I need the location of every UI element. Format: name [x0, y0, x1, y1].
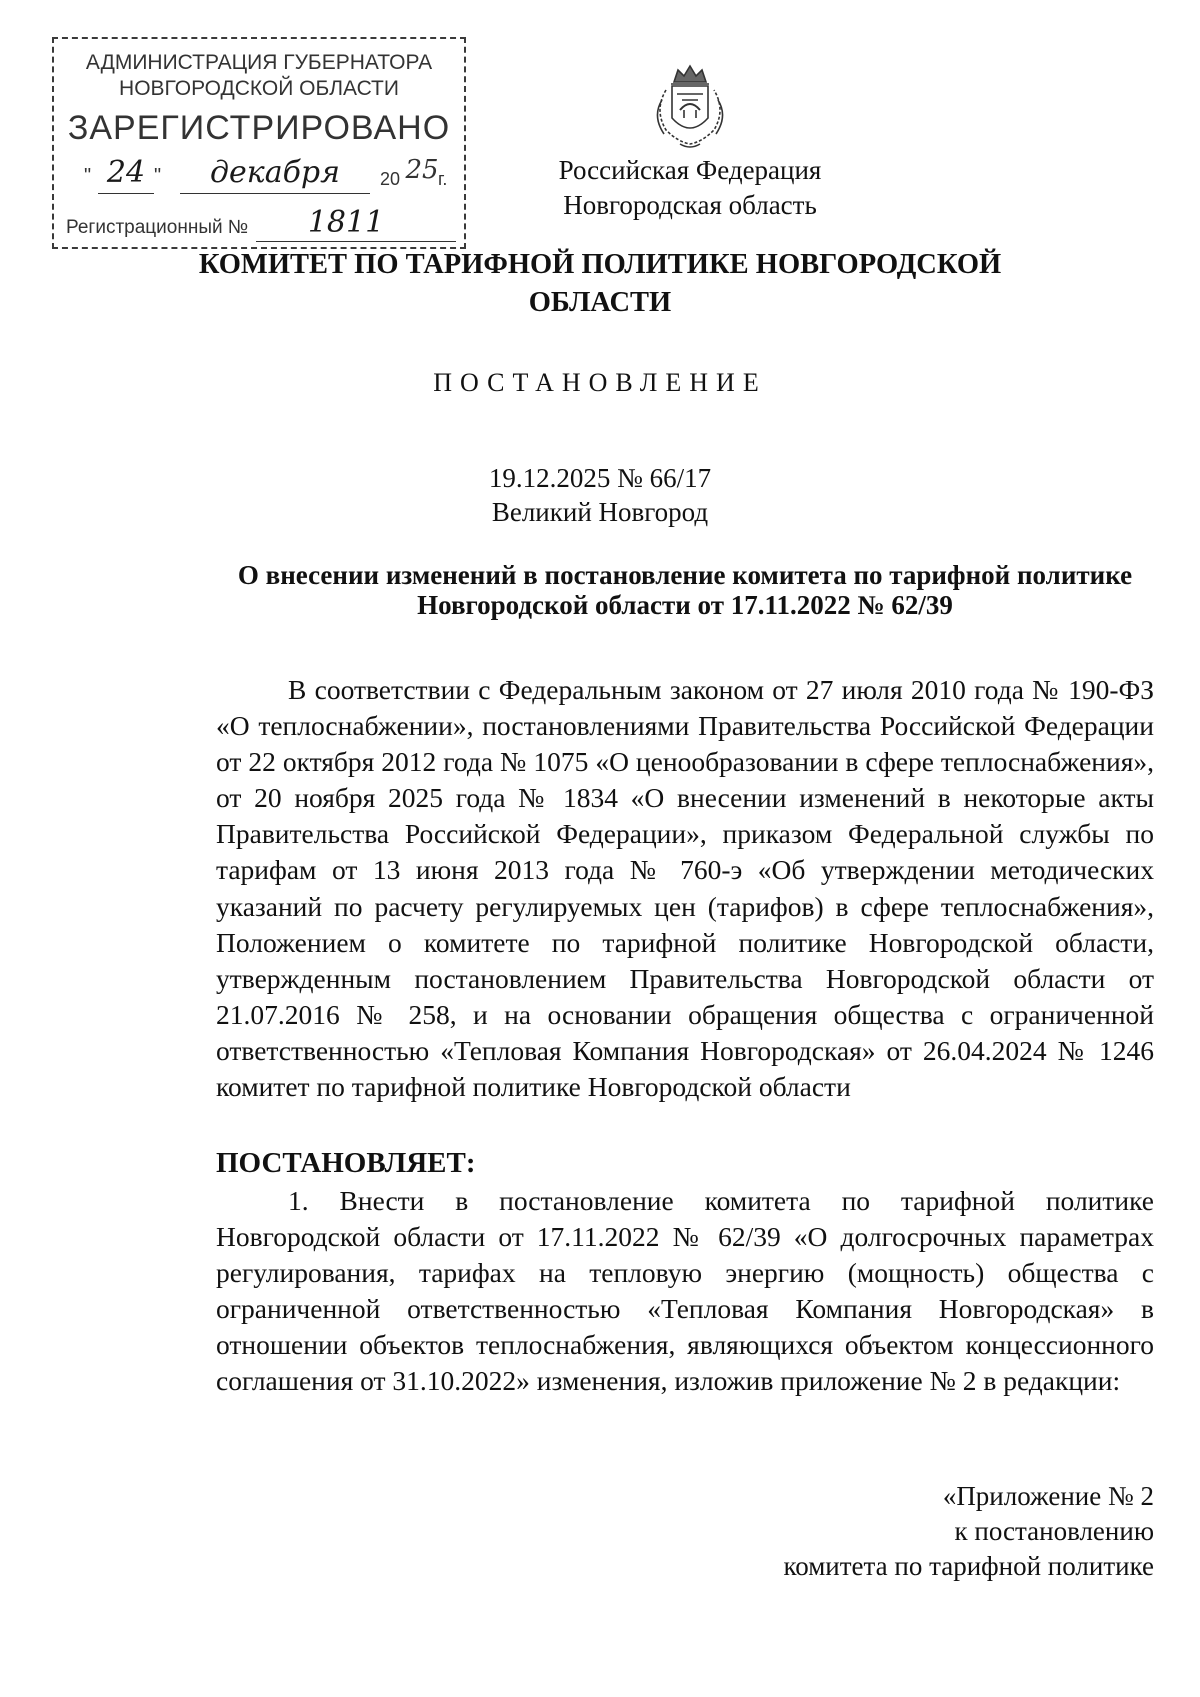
appendix-line-2: к постановлению: [954, 1516, 1154, 1546]
stamp-reg-number: 1811: [307, 205, 385, 240]
registration-stamp: [52, 37, 466, 249]
stamp-month: декабря: [210, 155, 340, 190]
stamp-line-2: НОВГОРОДСКОЙ ОБЛАСТИ: [119, 77, 399, 100]
preamble-paragraph: В соответствии с Федеральным законом от 27 июля 2010 года № 190-ФЗ «О теплоснабжении», постановлениями Правительства Российской Федерации от 22 октября 2012 года № 1075 «О ценообразовании в сфере теплоснабжения», от 20 ноября 2025 года № 1834 «О внесении изменений в некоторые акты Правительства Российской Федерации», приказом Федеральной службы по тарифам от 13 июня 2013 года № 760-э «Об утверждении методических указаний по расчету регулируемых цен (тарифов) в сфере теплоснабжения», Положением о комитете по тарифной политике Новгородской области, утвержденным постановлением Правительства Новгородской области от 21.07.2016 № 258, и на основании обращения общества с ограниченной ответственностью «Тепловая Компания Новгородская» от 26.04.2024 № 1246 комитет по тарифной политике Новгородской области: [216, 674, 1154, 1103]
stamp-year: 25: [405, 155, 439, 185]
document-title: О внесении изменений в постановление комитета по тарифной политике Новгородской области от 17.11.2022 № 62/39: [237, 560, 1133, 620]
stamp-date: " 24 " декабря 20 25 г.: [84, 157, 464, 201]
document-city: Великий Новгород: [491, 497, 709, 527]
resolves-heading: ПОСТАНОВЛЯЕТ:: [216, 1147, 476, 1179]
stamp-registration-number: [66, 205, 462, 245]
preamble: [216, 672, 1154, 1105]
document-type: ПОСТАНОВЛЕНИЕ: [433, 368, 767, 397]
header-region: Новгородская область: [563, 190, 817, 220]
stamp-line-1: АДМИНИСТРАЦИЯ ГУБЕРНАТОРА: [85, 51, 433, 74]
stamp-registered: ЗАРЕГИСТРИРОВАНО: [67, 109, 451, 147]
appendix-line-3: комитета по тарифной политике: [783, 1551, 1154, 1581]
stamp-year-suffix: г.: [438, 169, 448, 189]
header-country: Российская Федерация: [558, 155, 822, 185]
clause-1: [216, 1183, 1154, 1400]
coat-of-arms-icon: [644, 60, 736, 152]
stamp-reg-label: Регистрационный №: [66, 217, 249, 238]
committee-name: КОМИТЕТ ПО ТАРИФНОЙ ПОЛИТИКЕ НОВГОРОДСКОЙ ОБЛАСТИ: [198, 249, 1002, 318]
clause-1-paragraph: 1. Внести в постановление комитета по тарифной политике Новгородской области от 17.11.2022 № 62/39 «О долгосрочных параметрах регулирования, тарифах на тепловую энергию (мощность) общества с ограниченной ответственностью «Тепловая Компания Новгородская» в отношении объектов теплоснабжения, являющихся объектом концессионного соглашения от 31.10.2022» изменения, изложив приложение № 2 в редакции:: [216, 1185, 1154, 1397]
document-date-number: 19.12.2025 № 66/17: [488, 463, 712, 493]
appendix-header: [700, 1479, 1154, 1584]
stamp-year-prefix: 20: [380, 169, 401, 189]
appendix-line-1: «Приложение № 2: [942, 1481, 1154, 1511]
stamp-day: 24: [106, 155, 146, 190]
